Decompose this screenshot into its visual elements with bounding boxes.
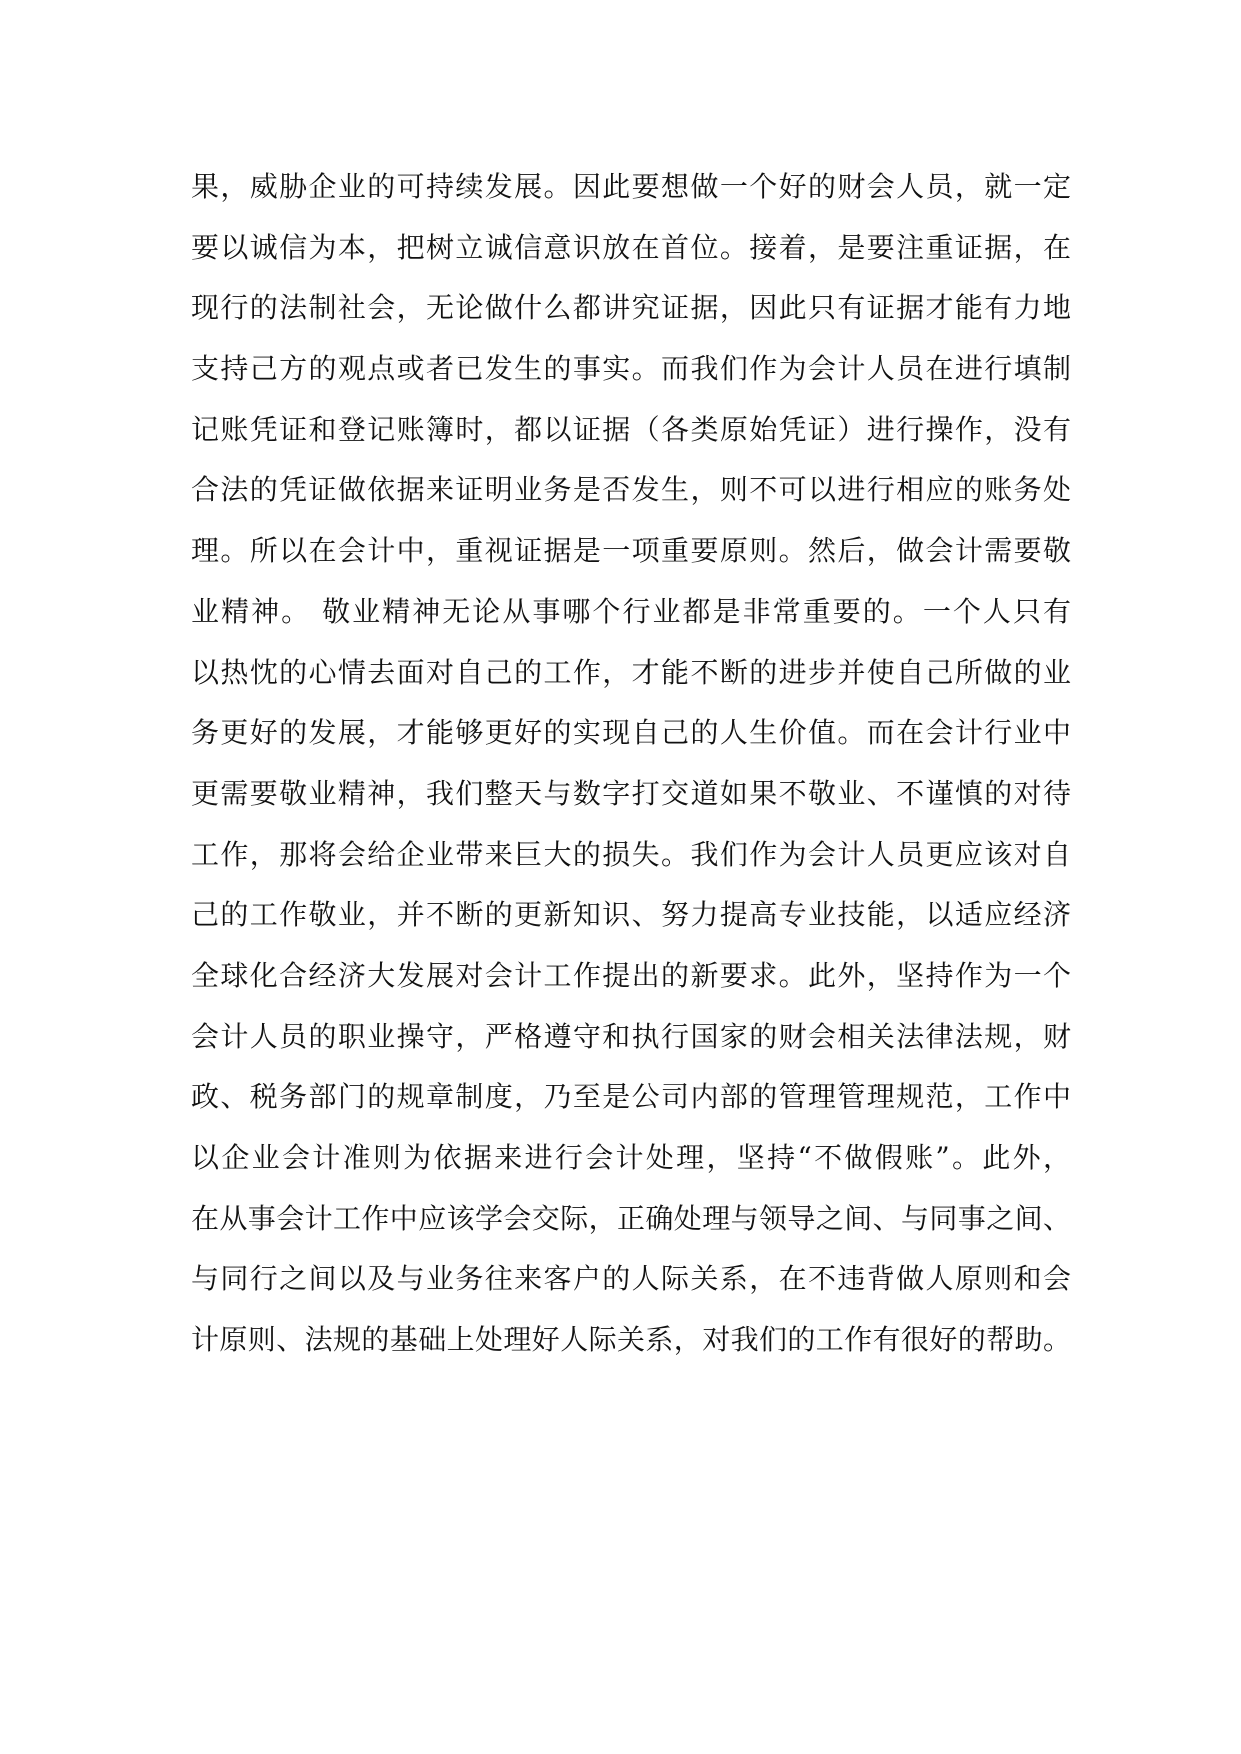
text-line: 工作，那将会给企业带来巨大的损失。我们作为会计人员更应该对自 bbox=[191, 837, 1071, 871]
text-line: 理。所以在会计中，重视证据是一项重要原则。然后，做会计需要敬 bbox=[191, 534, 1071, 568]
text-line: 要以诚信为本，把树立诚信意识放在首位。接着，是要注重证据，在 bbox=[191, 230, 1071, 264]
text-line: 政、税务部门的规章制度，乃至是公司内部的管理管理规范，工作中 bbox=[191, 1080, 1071, 1114]
text-line: 果，威胁企业的可持续发展。因此要想做一个好的财会人员，就一定 bbox=[191, 170, 1071, 203]
body-paragraph bbox=[191, 157, 1071, 1371]
text-line: 以热忱的心情去面对自己的工作，才能不断的进步并使自己所做的业 bbox=[191, 655, 1071, 689]
text-line: 全球化合经济大发展对会计工作提出的新要求。此外，坚持作为一个 bbox=[191, 958, 1071, 992]
text-line: 合法的凭证做依据来证明业务是否发生，则不可以进行相应的账务处 bbox=[191, 473, 1071, 507]
text-line: 支持己方的观点或者已发生的事实。而我们作为会计人员在进行填制 bbox=[191, 352, 1071, 386]
text-line: 业精神。 敬业精神无论从事哪个行业都是非常重要的。一个人只有 bbox=[191, 594, 1071, 628]
text-line: 会计人员的职业操守，严格遵守和执行国家的财会相关法律法规，财 bbox=[191, 1019, 1071, 1053]
text-line: 在从事会计工作中应该学会交际，正确处理与领导之间、与同事之间、 bbox=[191, 1201, 1071, 1235]
text-line: 记账凭证和登记账簿时，都以证据（各类原始凭证）进行操作，没有 bbox=[191, 412, 1071, 446]
text-line: 计原则、法规的基础上处理好人际关系，对我们的工作有很好的帮助。 bbox=[191, 1323, 1071, 1357]
text-line: 与同行之间以及与业务往来客户的人际关系，在不违背做人原则和会 bbox=[191, 1262, 1071, 1296]
text-line: 更需要敬业精神，我们整天与数字打交道如果不敬业、不谨慎的对待 bbox=[191, 776, 1071, 810]
text-line: 务更好的发展，才能够更好的实现自己的人生价值。而在会计行业中 bbox=[191, 716, 1071, 750]
text-line: 现行的法制社会，无论做什么都讲究证据，因此只有证据才能有力地 bbox=[191, 291, 1071, 325]
text-line: 以企业会计准则为依据来进行会计处理，坚持“不做假账”。此外， bbox=[191, 1141, 1071, 1174]
text-line: 己的工作敬业，并不断的更新知识、努力提高专业技能，以适应经济 bbox=[191, 898, 1071, 932]
